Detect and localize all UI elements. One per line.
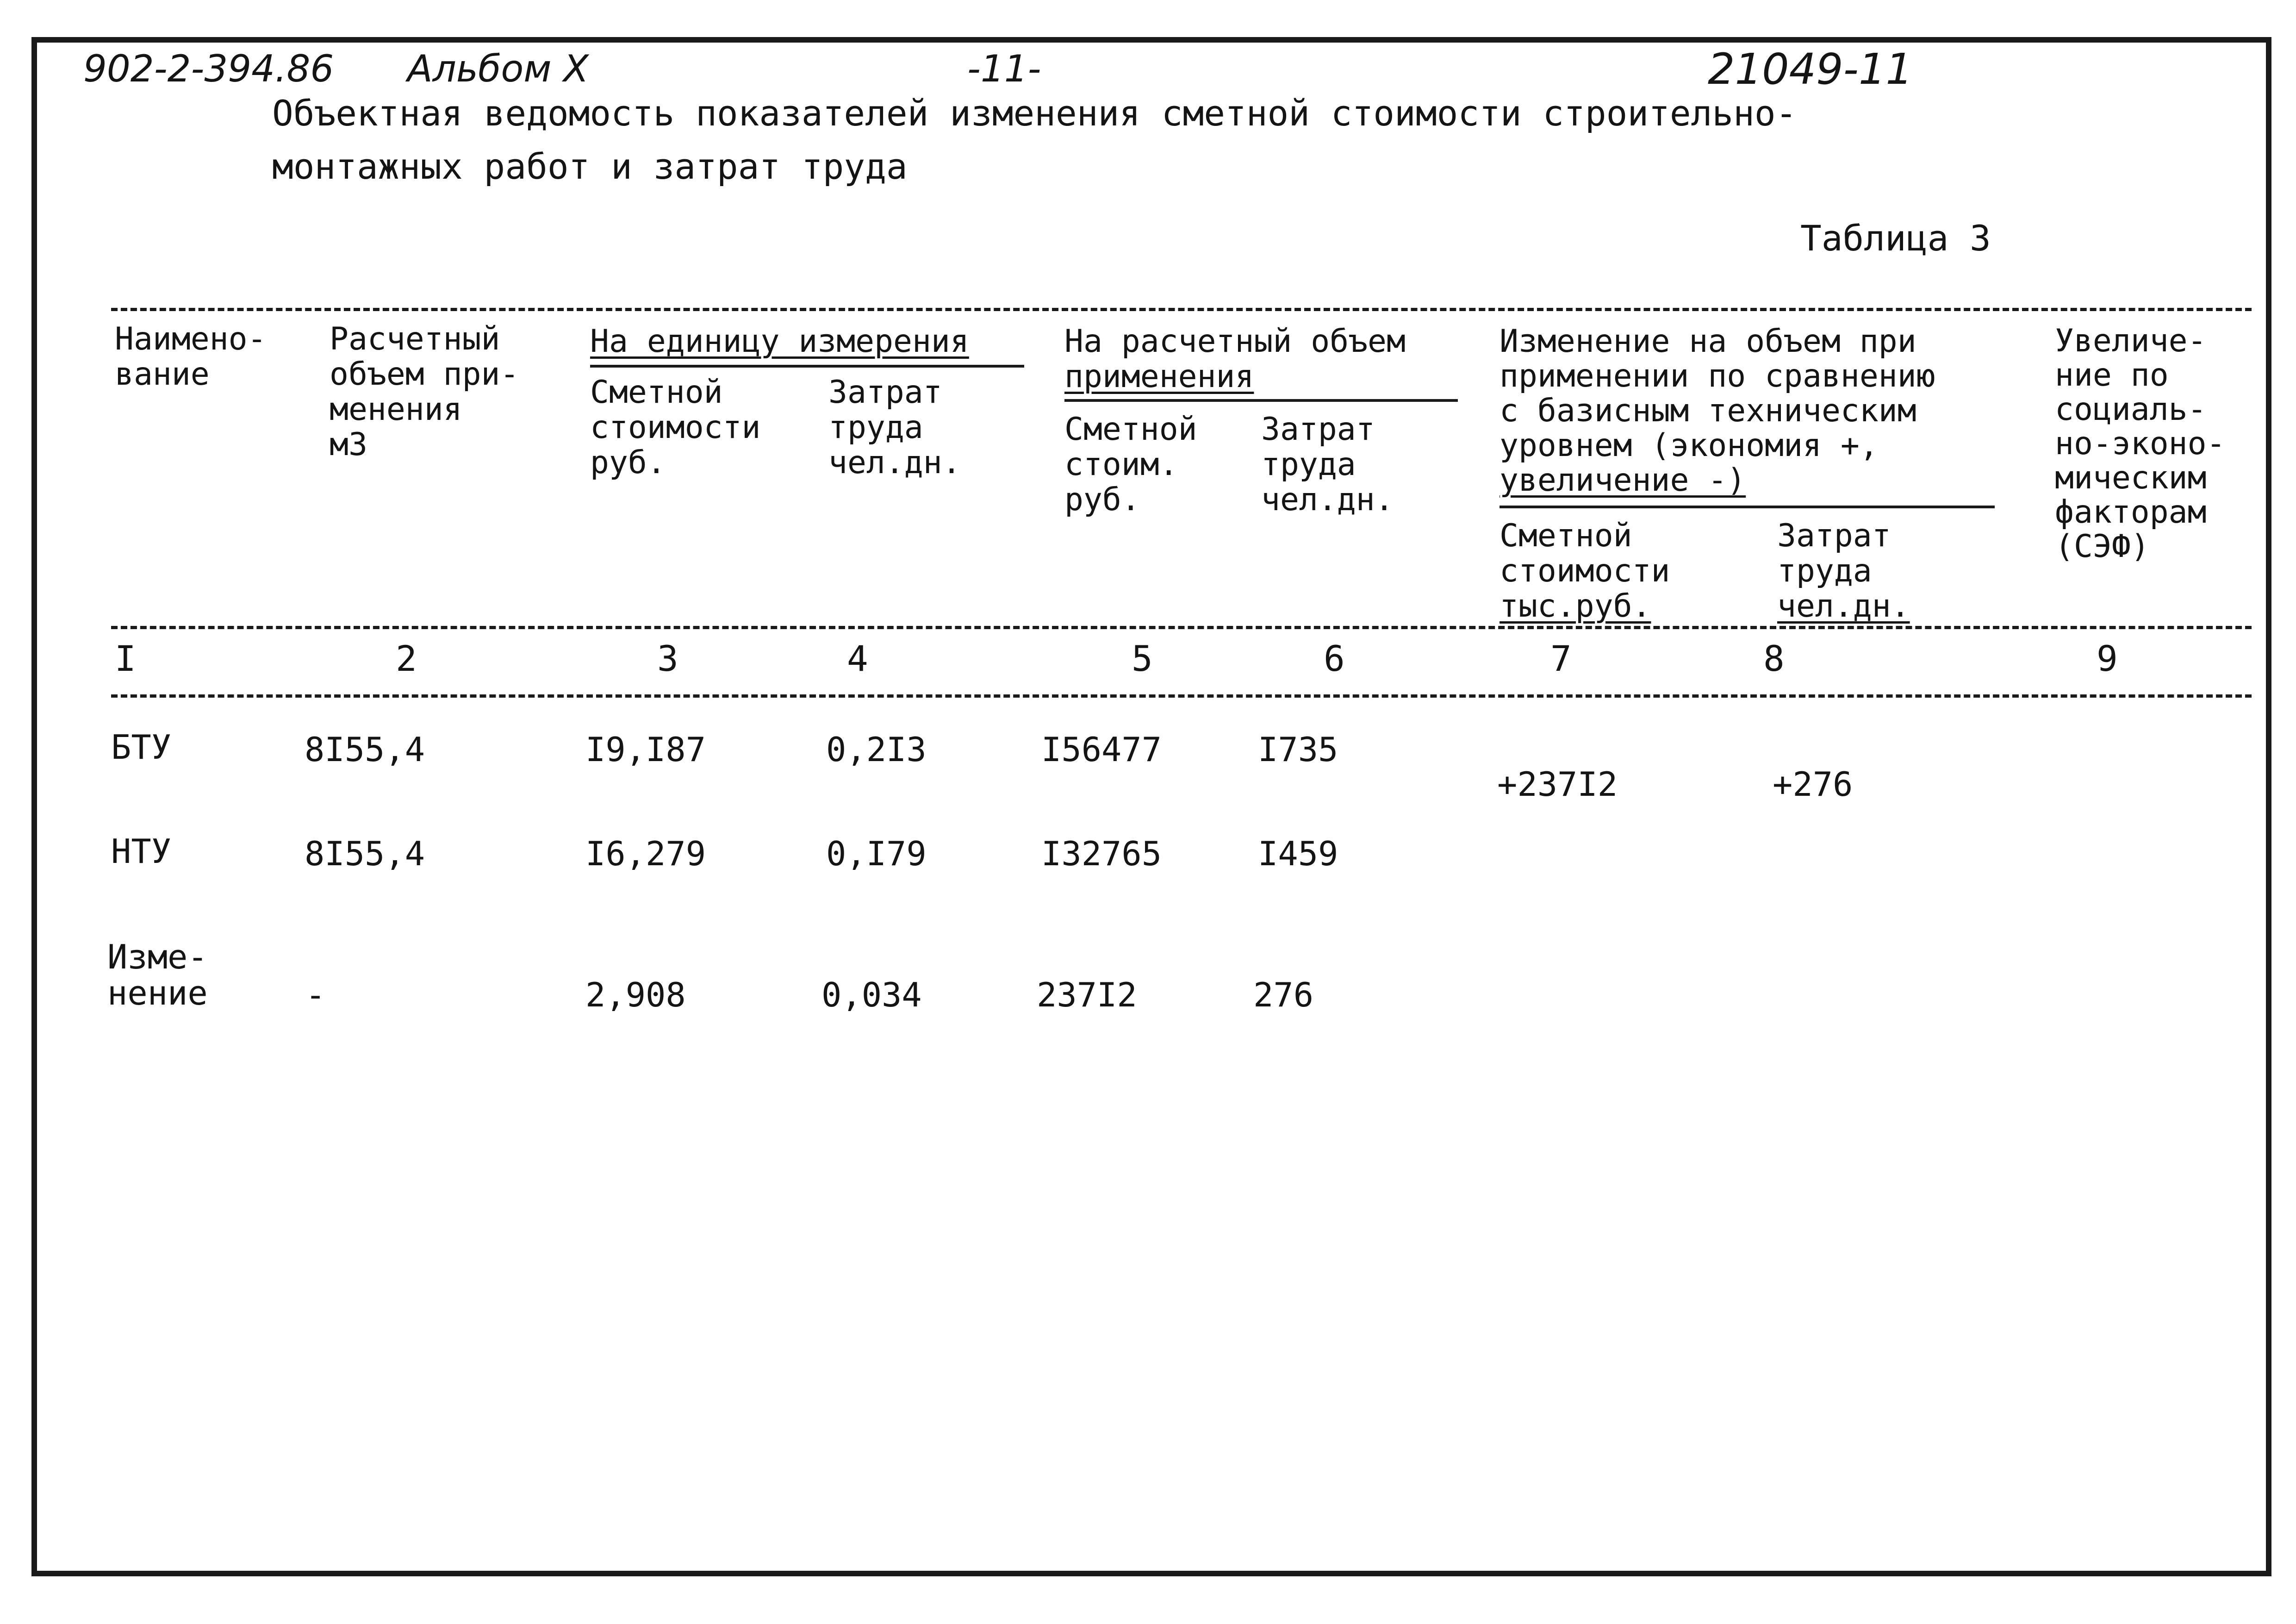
row-ntu-unit-labor: 0,I79 [826,834,927,873]
page-number: -11- [967,47,1041,90]
col-number-2: 2 [396,638,417,679]
col-header-change-cost-3: тыс.руб. [1500,588,1651,625]
change-labor-value: +276 [1773,765,1853,804]
col-number-6: 6 [1324,638,1345,679]
col-header-volume: Расчетный объем при- менения м3 [330,321,519,463]
change-group-rule [1500,506,1995,508]
row-btu-total-cost: I56477 [1041,730,1162,769]
group-header-per-volume-line2: применения [1064,358,1254,395]
col-header-total-cost: Сметной стоим. руб. [1064,411,1197,518]
row-ntu-total-labor: I459 [1258,834,1338,873]
row-ntu-unit-cost: I6,279 [585,834,706,873]
col-header-unit-cost: Сметной стоимости руб. [590,374,761,481]
group-header-per-volume-line1: На расчетный объем [1064,323,1406,360]
col-number-4: 4 [847,638,868,679]
col-header-change-cost-1: Сметной [1500,518,1632,554]
header-bottom-rule [111,626,2252,629]
col-header-change-labor-3: чел.дн. [1777,588,1910,625]
col-header-social-factors: Увеличе- ние по социаль- но-эконо- мическим факторам (СЭФ) [2055,323,2226,565]
change-cost-value: +237I2 [1497,765,1618,804]
row-change-volume: - [305,975,326,1014]
row-change-unit-labor: 0,034 [821,975,922,1014]
doc-code: 902-2-394.86 [83,47,334,90]
unit-group-rule [590,365,1024,368]
numbers-bottom-rule [111,694,2252,698]
group-header-change: Изменение на объем при применении по сравнению с базисным техническим уровнем (экономия +, [1500,323,1935,464]
col-header-change-cost-2: стоимости [1500,553,1670,589]
row-btu-volume: 8I55,4 [305,730,425,769]
col-number-7: 7 [1550,638,1572,679]
table-label: Таблица 3 [1800,218,1991,259]
col-number-8: 8 [1763,638,1785,679]
col-number-1: I [115,638,136,679]
col-number-3: 3 [657,638,678,679]
title-line-2: монтажных работ и затрат труда [272,146,908,187]
row-change-total-cost: 237I2 [1037,975,1137,1014]
album-label: Альбом X [407,47,589,90]
col-header-total-labor: Затрат труда чел.дн. [1261,411,1394,518]
row-change-name: Изме- нение [107,937,208,1012]
row-btu-total-labor: I735 [1258,730,1338,769]
title-line-1: Объектная ведомость показателей изменения сметной стоимости строительно- [272,93,1797,134]
col-number-5: 5 [1132,638,1153,679]
row-change-unit-cost: 2,908 [585,975,686,1014]
sheet-code: 21049-11 [1708,44,1913,94]
col-header-change-labor-1: Затрат [1777,518,1891,554]
volume-group-rule [1064,399,1458,402]
col-header-name: Наимено- вание [115,321,267,393]
col-header-change-labor-2: труда [1777,553,1872,589]
row-btu-unit-labor: 0,2I3 [826,730,927,769]
row-btu-name: БТУ [111,728,172,767]
row-ntu-total-cost: I32765 [1041,834,1162,873]
col-number-9: 9 [2097,638,2118,679]
row-ntu-name: НТУ [111,832,172,871]
group-header-per-unit: На единицу измерения [590,323,969,360]
page-frame [31,37,2271,1576]
row-btu-unit-cost: I9,I87 [585,730,706,769]
row-ntu-volume: 8I55,4 [305,834,425,873]
group-header-change-last: увеличение -) [1500,462,1746,499]
col-header-unit-labor: Затрат труда чел.дн. [828,374,961,481]
table-top-rule [111,308,2252,311]
row-change-total-labor: 276 [1253,975,1314,1014]
